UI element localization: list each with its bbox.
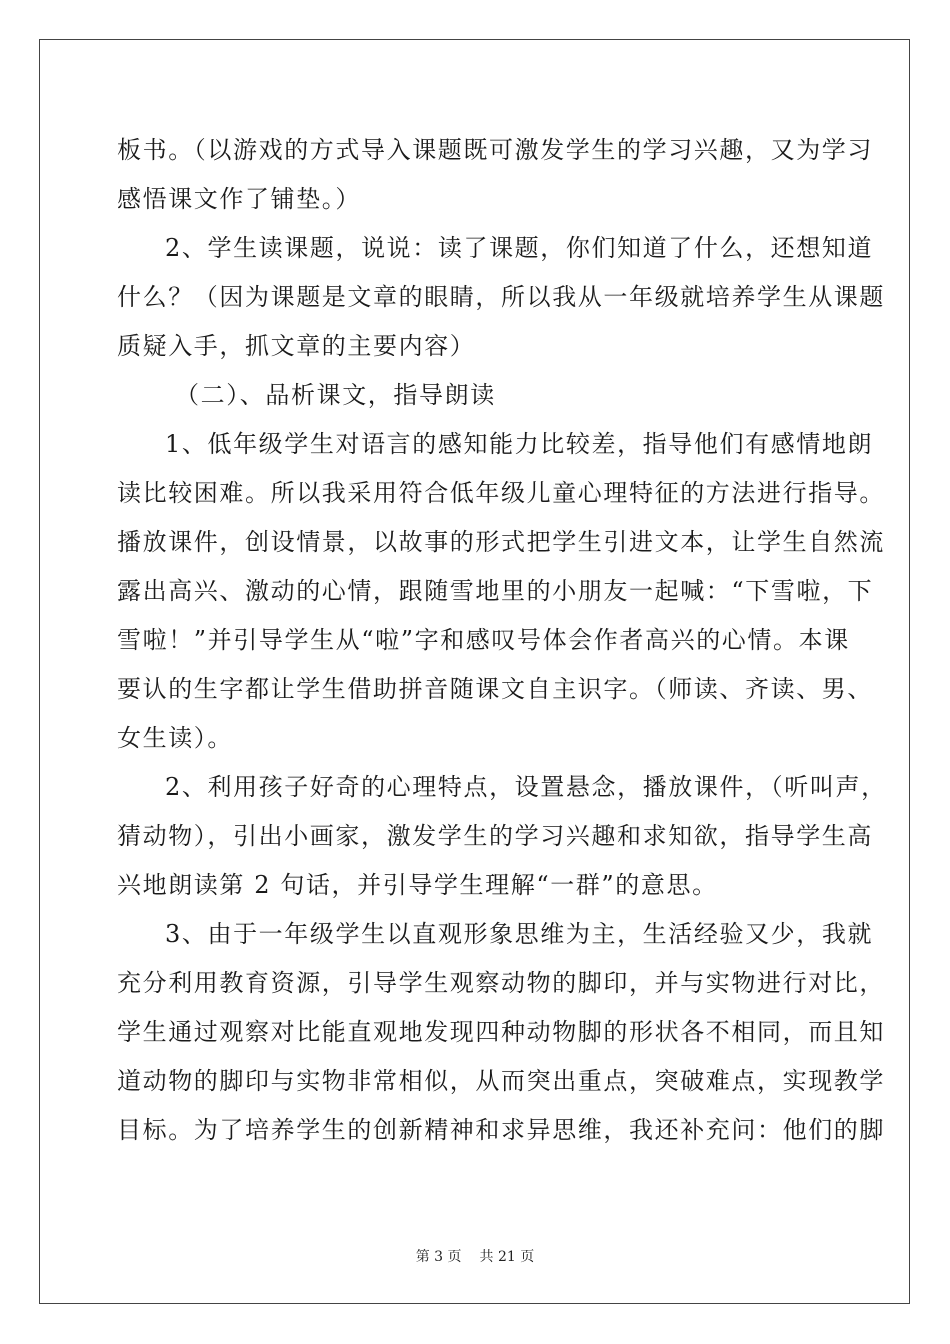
text-line-17: 3、由于一年级学生以直观形象思维为主，生活经验又少，我就 bbox=[165, 920, 874, 948]
text-line-20: 道动物的脚印与实物非常相似，从而突出重点，突破难点，实现教学 bbox=[117, 1067, 885, 1095]
text-line-14: 2、利用孩子好奇的心理特点，设置悬念，播放课件，（听叫声， bbox=[165, 773, 887, 801]
page-number: 第 3 页 bbox=[415, 1249, 462, 1265]
page-footer bbox=[0, 1246, 950, 1266]
text-line-15: 猜动物），引出小画家，激发学生的学习兴趣和求知欲，指导学生高 bbox=[117, 822, 873, 850]
text-line-16: 兴地朗读第 2 句话，并引导学生理解“一群”的意思。 bbox=[117, 871, 718, 899]
text-line-12: 要认的生字都让学生借助拼音随课文自主识字。（师读、齐读、男、 bbox=[117, 675, 873, 703]
text-line-1: 板书。（以游戏的方式导入课题既可激发学生的学习兴趣，又为学习 bbox=[117, 136, 873, 164]
text-line-5: 质疑入手，抓文章的主要内容） bbox=[117, 332, 476, 360]
text-line-21: 目标。为了培养学生的创新精神和求异思维，我还补充问：他们的脚 bbox=[117, 1116, 885, 1144]
section-heading: （二）、品析课文，指导朗读 bbox=[175, 381, 496, 409]
text-line-4: 什么？（因为课题是文章的眼睛，所以我从一年级就培养学生从课题 bbox=[117, 283, 885, 311]
page-total: 共 21 页 bbox=[479, 1249, 535, 1265]
text-line-7: 1、低年级学生对语言的感知能力比较差，指导他们有感情地朗 bbox=[165, 430, 874, 458]
text-line-8: 读比较困难。所以我采用符合低年级儿童心理特征的方法进行指导。 bbox=[117, 479, 885, 507]
text-line-11: 雪啦！”并引导学生从“啦”字和感叹号体会作者高兴的心情。本课 bbox=[117, 626, 850, 654]
text-line-3: 2、学生读课题，说说：读了课题，你们知道了什么，还想知道 bbox=[165, 234, 874, 262]
text-line-18: 充分利用教育资源，引导学生观察动物的脚印，并与实物进行对比， bbox=[117, 969, 885, 997]
text-line-13: 女生读）。 bbox=[117, 724, 233, 752]
text-line-19: 学生通过观察对比能直观地发现四种动物脚的形状各不相同，而且知 bbox=[117, 1018, 885, 1046]
text-line-2: 感悟课文作了铺垫。） bbox=[117, 185, 361, 213]
text-line-9: 播放课件，创设情景，以故事的形式把学生引进文本，让学生自然流 bbox=[117, 528, 885, 556]
text-line-10: 露出高兴、激动的心情，跟随雪地里的小朋友一起喊：“下雪啦，下 bbox=[117, 577, 874, 605]
document-body bbox=[117, 126, 887, 1155]
